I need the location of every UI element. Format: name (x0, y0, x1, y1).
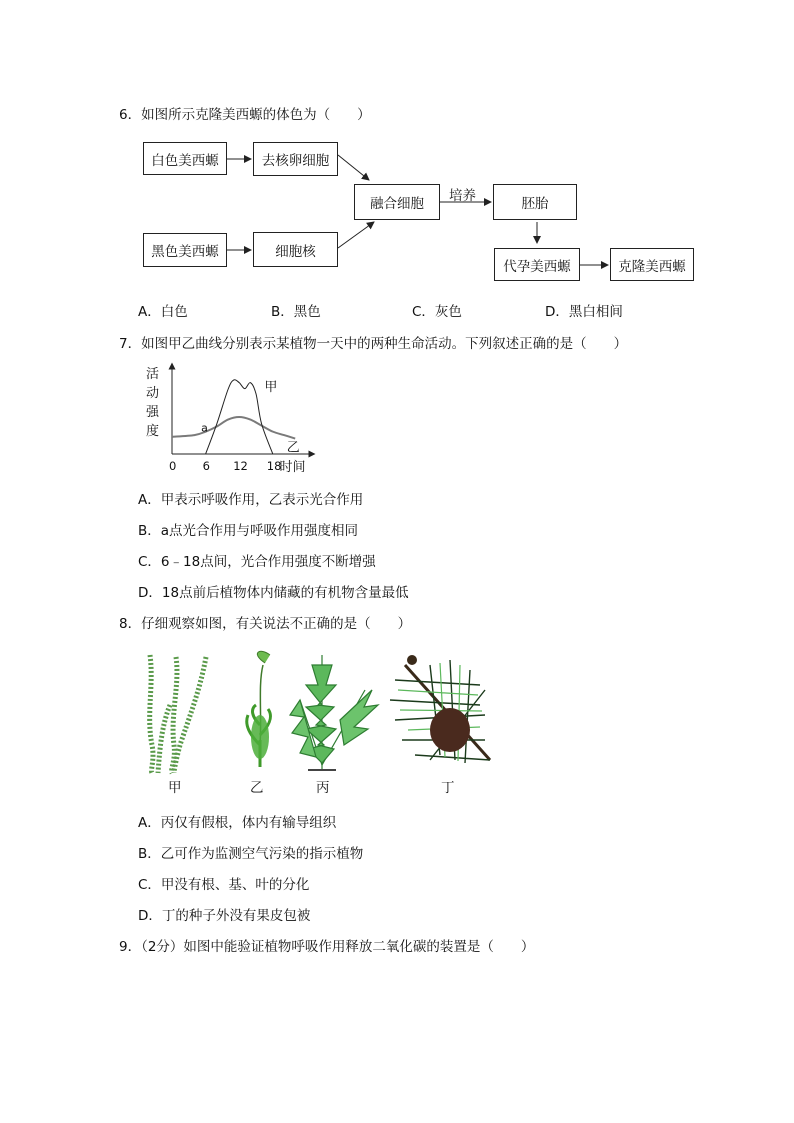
arrow-nucleus-to-fused (338, 222, 374, 248)
box-white-axolotl: 白色美西螈 (143, 142, 227, 175)
box-nucleus: 细胞核 (253, 232, 338, 267)
question-7-stem: 7．如图甲乙曲线分别表示某植物一天中的两种生命活动。下列叙述正确的是（ ） (119, 336, 628, 352)
q6-option-b[interactable]: B．黑色 (271, 304, 321, 320)
q6-option-a[interactable]: A．白色 (138, 304, 188, 320)
y-axis-label (146, 367, 160, 439)
fern-illustration (290, 655, 378, 770)
q8-option-a[interactable]: A．丙仅有假根，体内有输导组织 (138, 815, 337, 831)
x-axis-label: 时间 (279, 460, 306, 475)
x-tick-label: 0 (169, 459, 177, 473)
q7-option-b[interactable]: B．a点光合作用与呼吸作用强度相同 (138, 523, 359, 539)
arrow-egg-to-fused (338, 155, 369, 180)
q8-option-d[interactable]: D．丁的种子外没有果皮包被 (138, 908, 311, 924)
algae-filaments-illustration (150, 655, 206, 773)
y-label-char: 度 (146, 424, 160, 439)
box-fused-cell: 融合细胞 (354, 184, 440, 220)
y-label-char: 强 (146, 405, 160, 420)
box-embryo: 胚胎 (493, 184, 577, 220)
box-clone: 克隆美西螈 (610, 248, 694, 281)
x-tick-label: 6 (202, 459, 210, 473)
q8-option-c[interactable]: C．甲没有根、基、叶的分化 (138, 877, 310, 893)
moss-illustration (247, 651, 271, 767)
box-enucleated-egg: 去核卵细胞 (253, 142, 338, 176)
y-label-char: 活 (146, 367, 160, 382)
question-8-stem: 8．仔细观察如图，有关说法不正确的是（ ） (119, 616, 412, 632)
x-tick-label: 18 (266, 459, 282, 473)
pine-branch-illustration (390, 655, 490, 763)
q7-chart (140, 362, 340, 477)
x-tick-labels (169, 459, 281, 473)
q6-option-c[interactable]: C．灰色 (412, 304, 462, 320)
question-9-stem: 9．（2分）如图中能验证植物呼吸作用释放二氧化碳的装置是（ ） (119, 939, 535, 955)
series-jia-label: 甲 (264, 380, 278, 396)
x-tick-label: 12 (233, 459, 248, 473)
series-yi-label: 乙 (286, 440, 300, 456)
series-yi-line (172, 417, 295, 439)
point-a-label: a (201, 421, 208, 435)
q7-option-d[interactable]: D．18点前后植物体内储藏的有机物含量最低 (138, 585, 409, 601)
q7-option-a[interactable]: A．甲表示呼吸作用，乙表示光合作用 (138, 492, 364, 508)
box-surrogate: 代孕美西螈 (494, 248, 580, 281)
q8-plant-illustrations (140, 645, 500, 795)
label-culture: 培养 (449, 188, 476, 204)
question-6-stem: 6．如图所示克隆美西螈的体色为（ ） (119, 107, 371, 123)
label-jia: 甲 (168, 780, 182, 796)
q6-option-d[interactable]: D．黑白相间 (545, 304, 623, 320)
label-yi: 乙 (250, 780, 264, 796)
q8-option-b[interactable]: B．乙可作为监测空气污染的指示植物 (138, 846, 364, 862)
label-bing: 丙 (316, 780, 330, 796)
label-ding: 丁 (441, 780, 455, 796)
box-black-axolotl: 黑色美西螈 (143, 233, 227, 267)
y-label-char: 动 (146, 386, 160, 401)
q7-option-c[interactable]: C．6﹣18点间，光合作用强度不断增强 (138, 554, 376, 570)
